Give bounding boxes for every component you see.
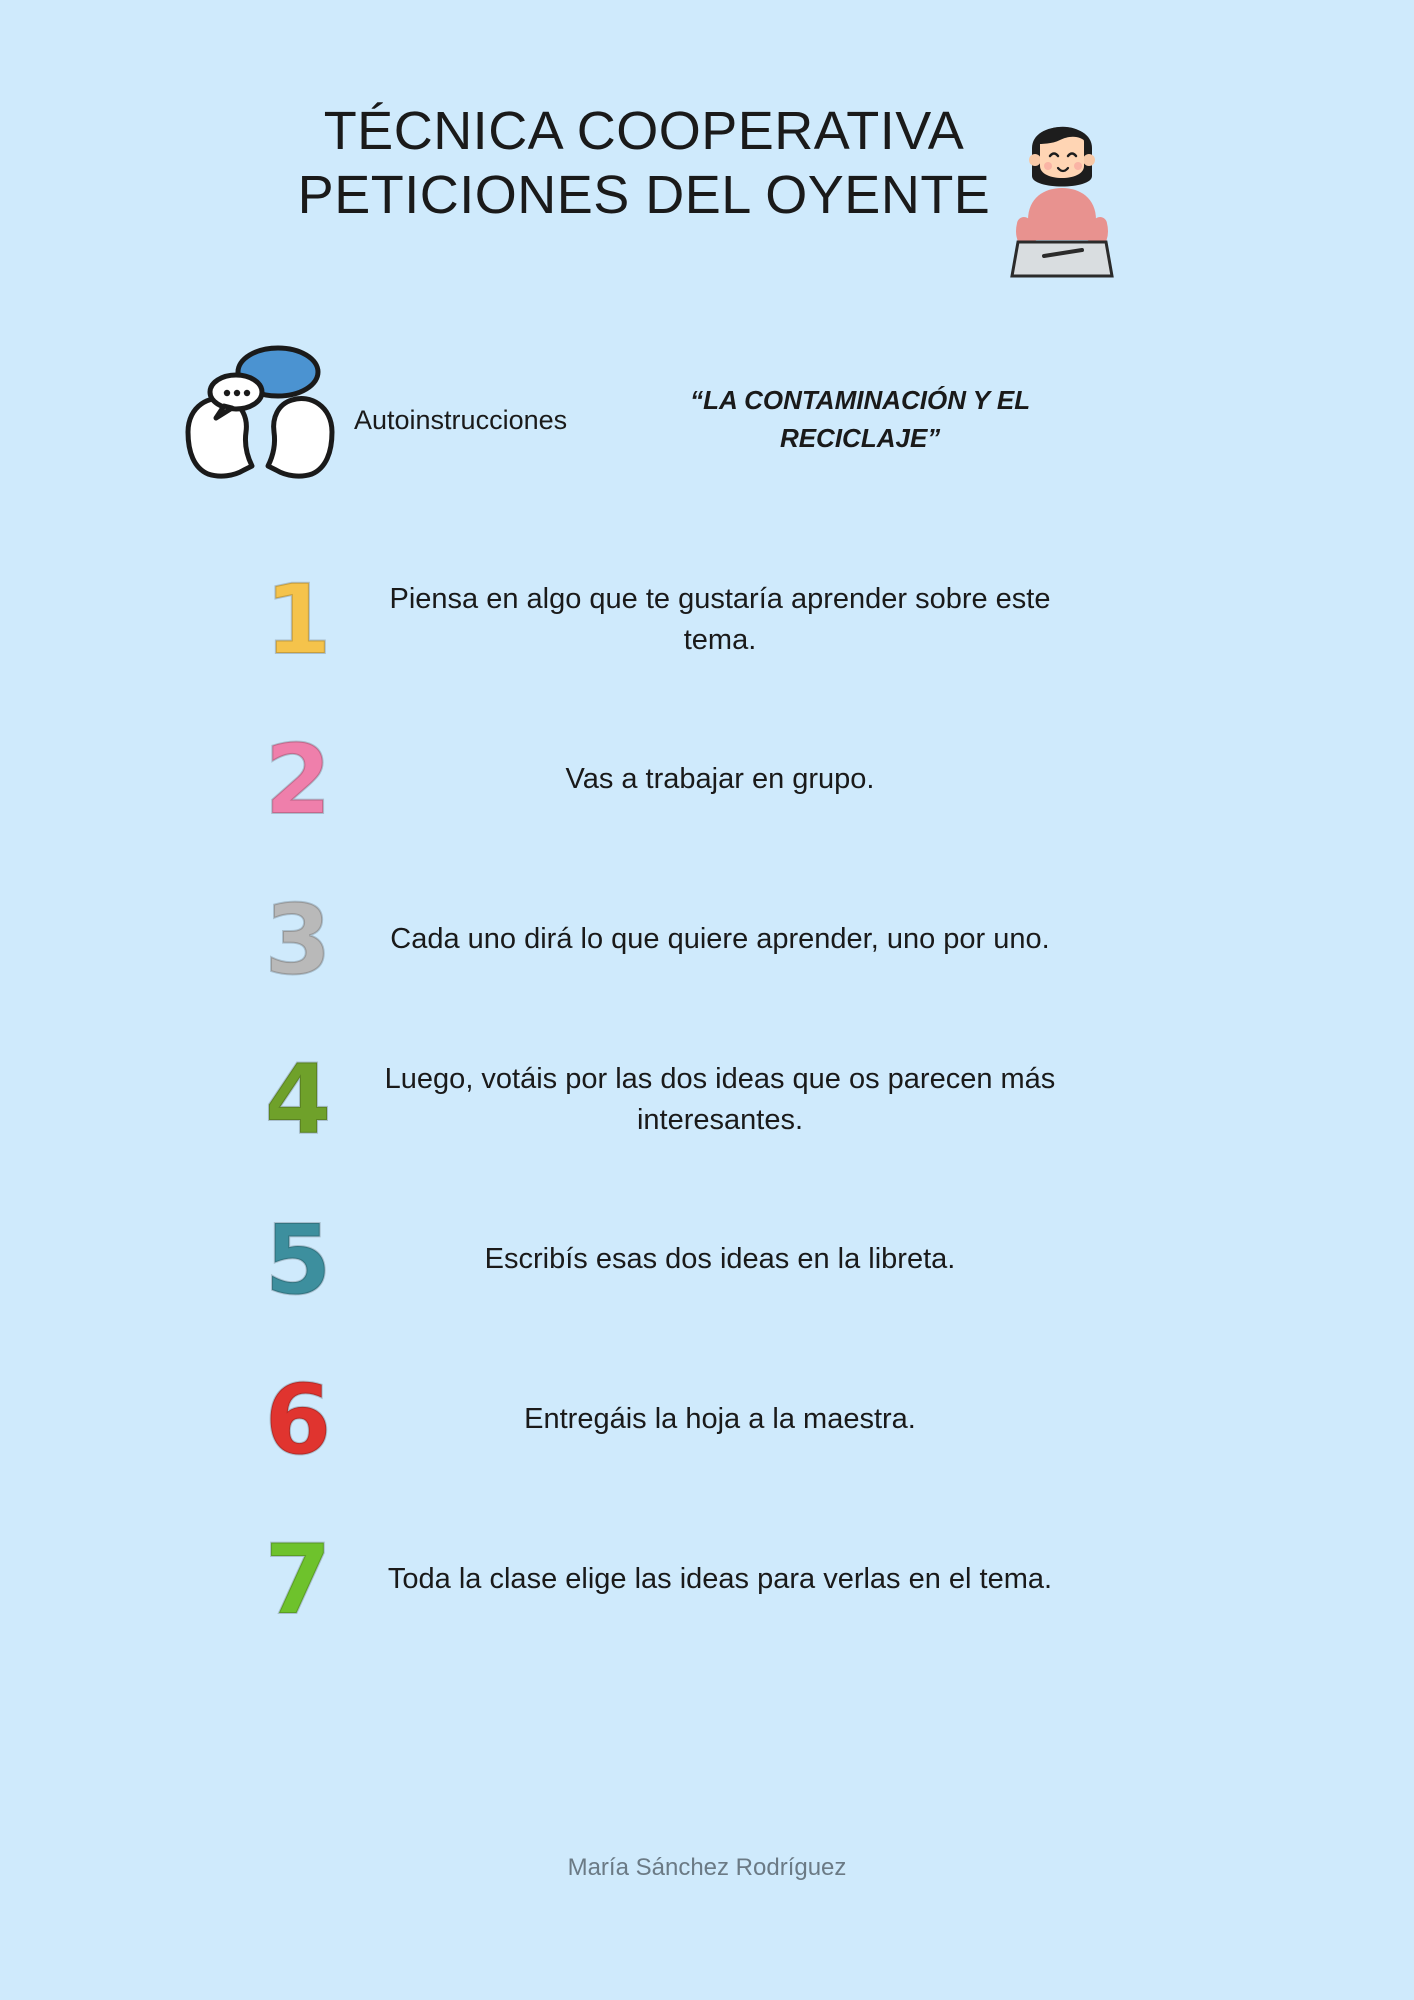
steps-list <box>0 540 1414 1660</box>
step-number: 6 <box>264 1364 332 1476</box>
list-item <box>0 1500 1414 1660</box>
subheader-row <box>0 340 1414 500</box>
list-item <box>0 700 1414 860</box>
step-number: 2 <box>264 724 332 836</box>
step-text: Vas a trabajar en grupo. <box>565 763 875 796</box>
step-number: 5 <box>264 1204 332 1316</box>
step-text: Luego, votáis por las dos ideas que os parecen más interesantes. <box>384 1062 1056 1136</box>
list-item <box>0 1020 1414 1180</box>
list-item <box>0 860 1414 1020</box>
header <box>0 100 1414 284</box>
step-text: Entregáis la hoja a la maestra. <box>524 1403 916 1436</box>
step-text: Cada uno dirá lo que quiere aprender, uno por uno. <box>390 923 1050 956</box>
step-text: Escribís esas dos ideas en la libreta. <box>484 1243 956 1276</box>
step-number: 7 <box>264 1524 332 1636</box>
teacher-icon <box>1008 104 1116 284</box>
step-number: 3 <box>264 884 332 996</box>
title-line-2: PETICIONES DEL OYENTE <box>297 164 991 225</box>
title-line-1: TÉCNICA COOPERATIVA <box>323 101 965 161</box>
step-text: Piensa en algo que te gustaría aprender sobre este tema. <box>389 582 1051 656</box>
list-item <box>0 540 1414 700</box>
page-title <box>298 100 991 227</box>
step-number: 1 <box>264 564 332 676</box>
topic-title: “LA CONTAMINACIÓN Y EL RECICLAJE” <box>690 385 1031 453</box>
step-number: 4 <box>264 1044 332 1156</box>
list-item <box>0 1180 1414 1340</box>
author-credit: María Sánchez Rodríguez <box>567 1854 847 1881</box>
autoinstructions-label: Autoinstrucciones <box>354 404 568 435</box>
list-item <box>0 1340 1414 1500</box>
speech-bubbles-icon <box>180 340 340 500</box>
step-text: Toda la clase elige las ideas para verlas en el tema. <box>387 1563 1053 1596</box>
